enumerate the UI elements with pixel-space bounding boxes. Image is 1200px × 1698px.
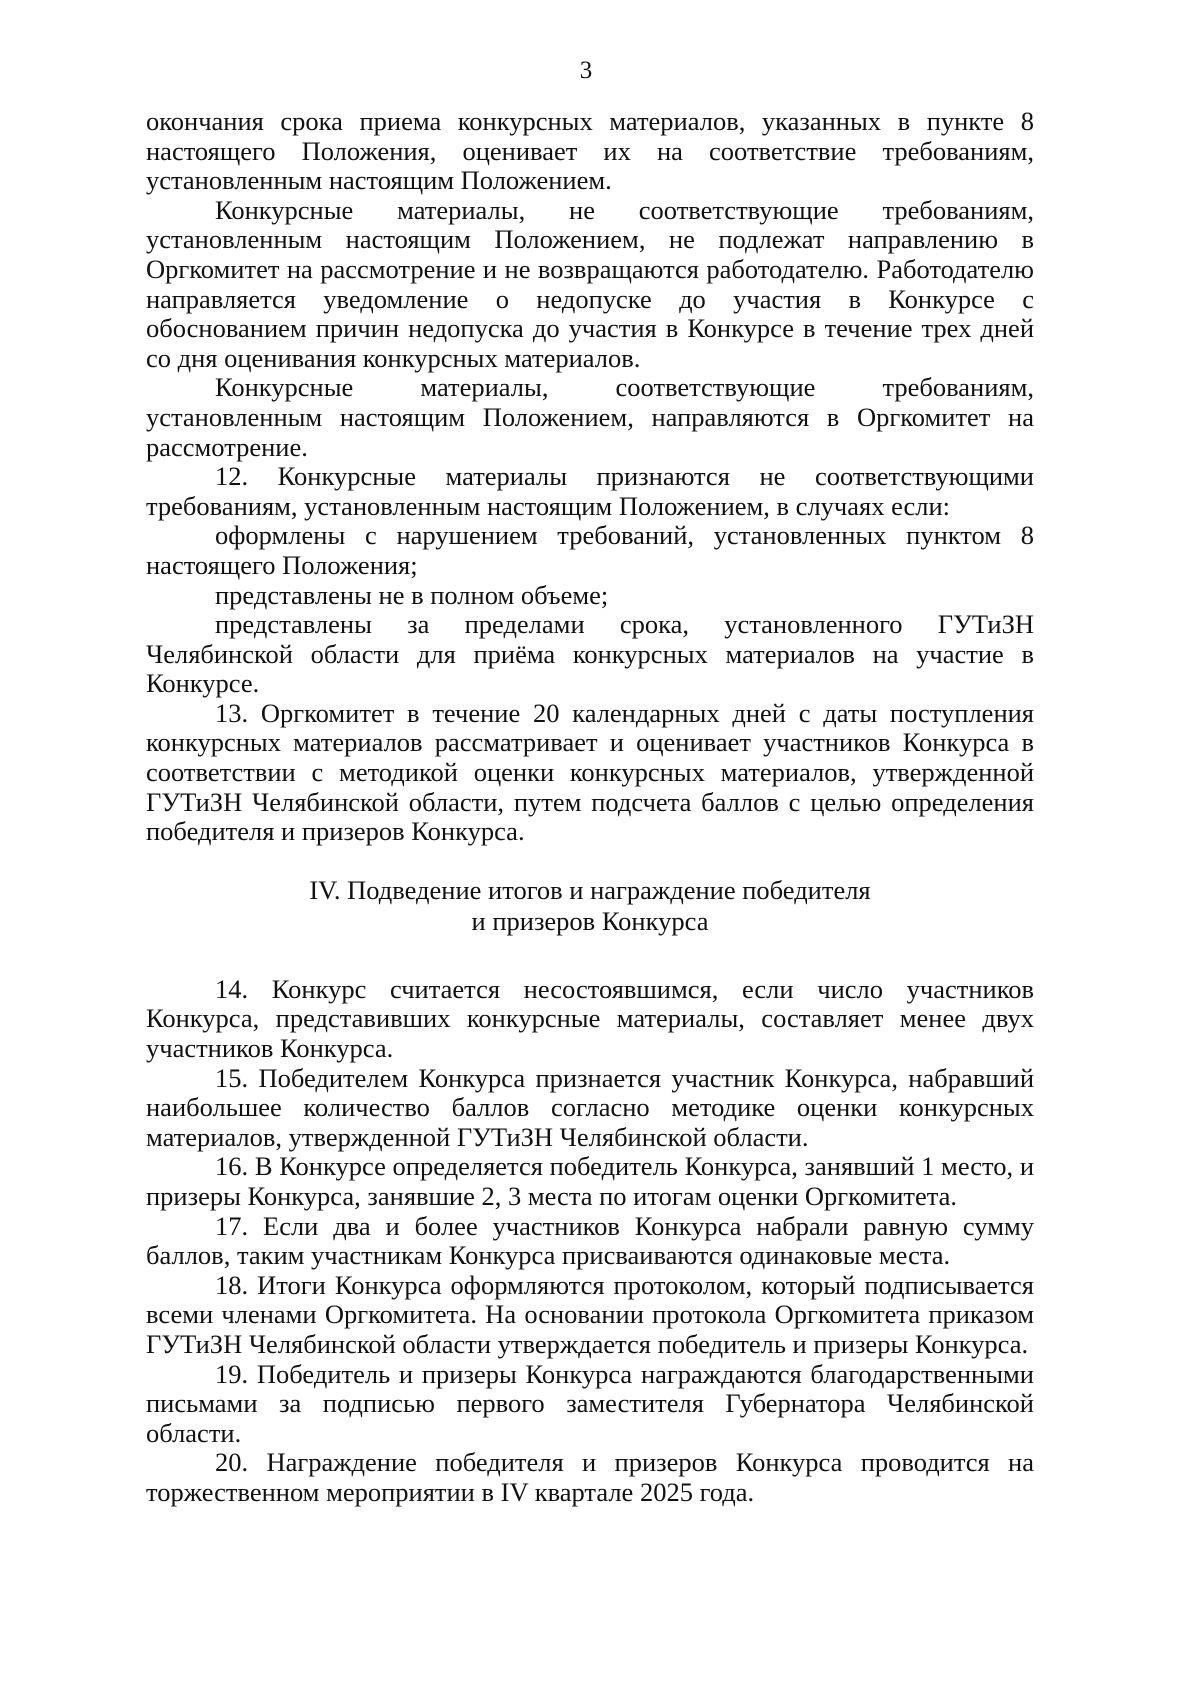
clause-12-item: оформлены с нарушением требований, установленных пунктом 8 настоящего Положения; bbox=[146, 520, 1034, 580]
clause-12-item: представлены за пределами срока, установленного ГУТиЗН Челябинской области для приёма конкурсных материалов на участие в Конкурсе. bbox=[146, 609, 1034, 699]
clause-14: 14. Конкурс считается несостоявшимся, если число участников Конкурса, представивших конкурсные материалы, составляет менее двух участников Конкурса. bbox=[146, 973, 1034, 1064]
clause-17: 17. Если два и более участников Конкурса набрали равную сумму баллов, таким участникам Конкурса присваиваются одинаковые места. bbox=[146, 1210, 1034, 1271]
clause-16: 16. В Конкурсе определяется победитель Конкурса, занявший 1 место, и призеры Конкурса, занявшие 2, 3 места по итогам оценки Оргкомитета. bbox=[146, 1151, 1034, 1211]
paragraph: Конкурсные материалы, соответствующие требованиям, установленным настоящим Положением, направляются в Оргкомитет на рассмотрение. bbox=[146, 372, 1034, 462]
clause-12: 12. Конкурсные материалы признаются не соответствующими требованиям, установленным настоящим Положением, в случаях если: bbox=[146, 461, 1034, 521]
clause-15: 15. Победителем Конкурса признается участник Конкурса, набравший наибольшее количество баллов согласно методике оценки конкурсных материалов, утвержденной ГУТиЗН Челябинской области. bbox=[146, 1062, 1034, 1152]
page-number: 3 bbox=[579, 57, 593, 84]
paragraph: Конкурсные материалы, не соответствующие требованиям, установленным настоящим Положением, не подлежат направлению в Оргкомитет на рассмотрение и не возвращаются работодателю. Работодателю направляется уведомление о недопуске до участия в Конкурсе с обоснованием причин недопуска до участия в Конкурсе в течение трех дней со дня оценивания конкурсных материалов. bbox=[146, 194, 1034, 373]
document-body bbox=[146, 107, 1034, 1508]
section-heading-line-1: IV. Подведение итогов и награждение победителя bbox=[309, 874, 871, 905]
clause-18: 18. Итоги Конкурса оформляются протоколом, который подписывается всеми членами Оргкомитета. На основании протокола Оргкомитета приказом ГУТиЗН Челябинской области утверждается победитель и призеры Конкурса. bbox=[146, 1269, 1034, 1359]
section-heading bbox=[146, 875, 1034, 937]
section-heading-line-2: и призеров Конкурса bbox=[471, 905, 709, 936]
clause-19: 19. Победитель и призеры Конкурса награждаются благодарственными письмами за подписью первого заместителя Губернатора Челябинской области. bbox=[146, 1358, 1034, 1448]
paragraph-continuation: окончания срока приема конкурсных материалов, указанных в пункте 8 настоящего Положения, оценивает их на соответствие требованиям, установленным настоящим Положением. bbox=[146, 106, 1034, 196]
clause-20: 20. Награждение победителя и призеров Конкурса проводится на торжественном мероприятии в IV квартале 2025 года. bbox=[146, 1447, 1034, 1507]
clause-13: 13. Оргкомитет в течение 20 календарных дней с даты поступления конкурсных материалов рассматривает и оценивает участников Конкурса в соответствии с методикой оценки конкурсных материалов, утвержденной ГУТиЗН Челябинской области, путем подсчета баллов с целью определения победителя и призеров Конкурса. bbox=[146, 697, 1034, 847]
clause-12-item: представлены не в полном объеме; bbox=[215, 579, 609, 610]
